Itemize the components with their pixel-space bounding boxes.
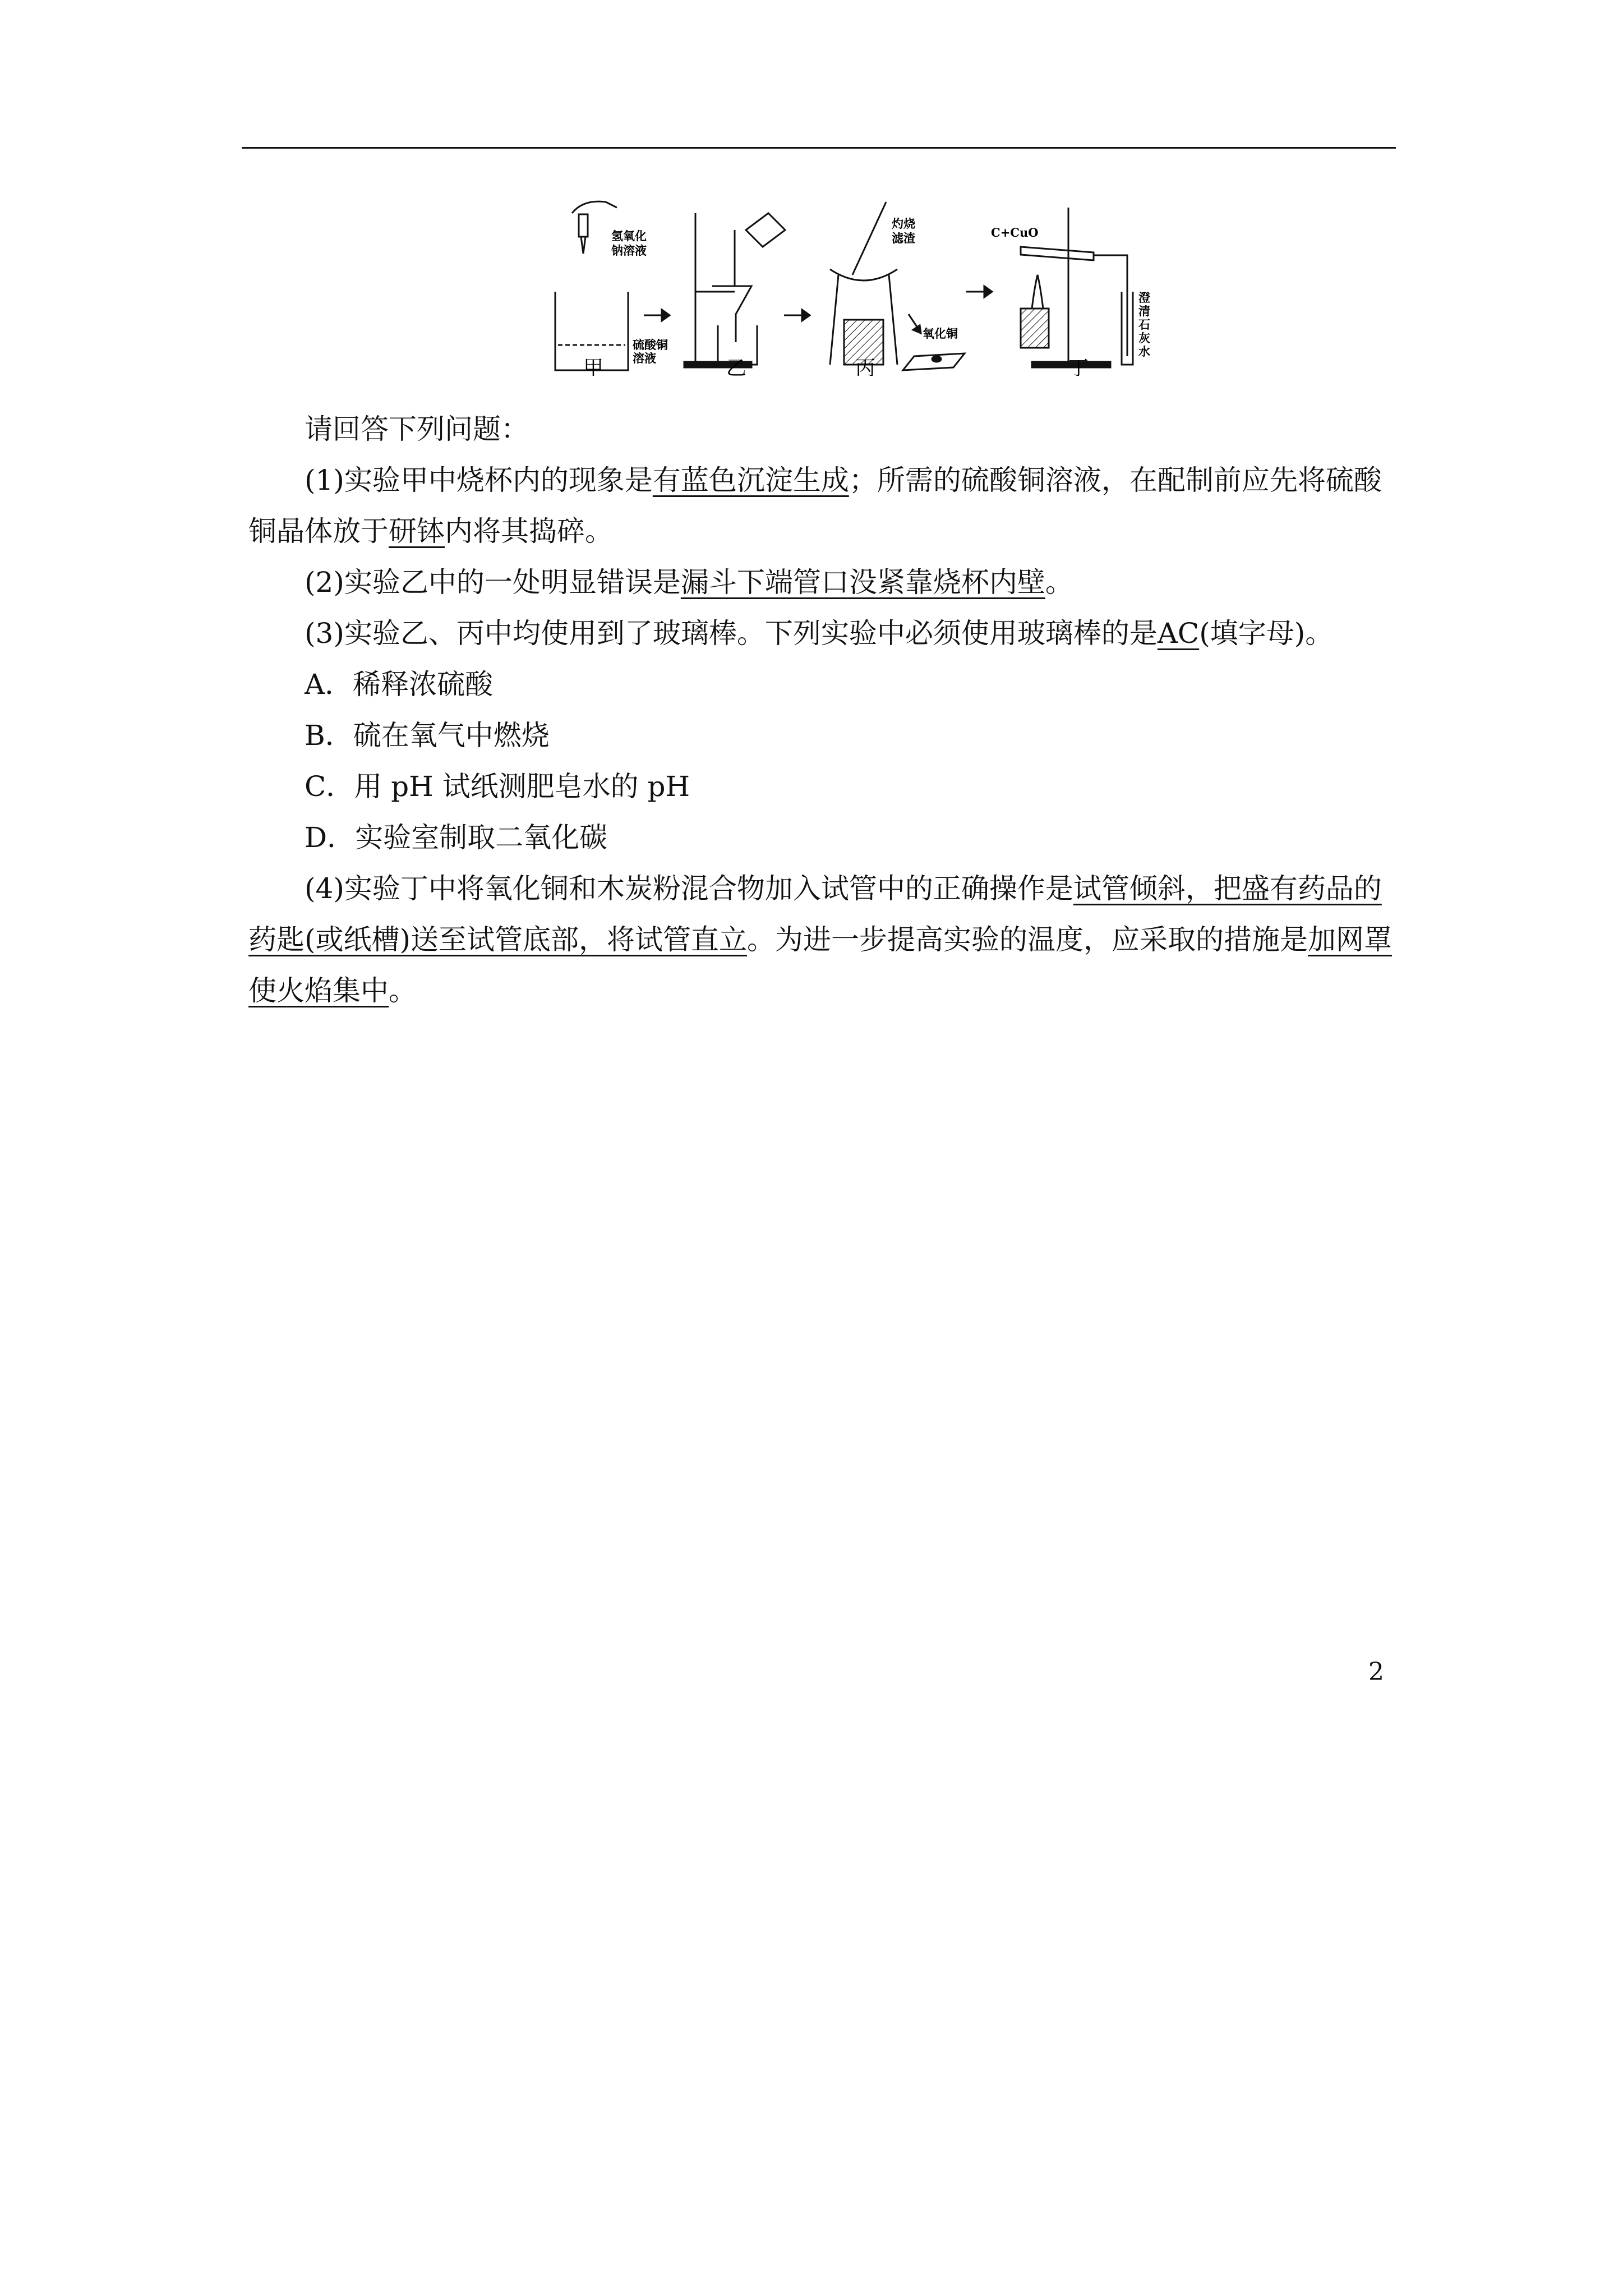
lime-water-label-1: 澄 bbox=[1138, 291, 1150, 305]
cuso4-label-2: 溶液 bbox=[633, 351, 656, 365]
q1-answer-2: 研钵 bbox=[389, 515, 445, 547]
q2-text-2: 。 bbox=[1045, 566, 1073, 599]
q3-text-2: (填字母)。 bbox=[1199, 617, 1334, 650]
pouring-beaker-icon bbox=[746, 213, 785, 247]
step-label-a: 甲 bbox=[583, 357, 604, 376]
header-rule bbox=[242, 147, 1396, 149]
evaporating-dish-icon bbox=[830, 269, 897, 280]
glass-rod-icon bbox=[852, 202, 886, 275]
question-1 bbox=[248, 455, 1396, 557]
q1-answer-1: 有蓝色沉淀生成 bbox=[652, 464, 849, 496]
q4-text-2: 。为进一步提高实验的温度，应采取的措施是 bbox=[747, 923, 1308, 956]
q2-text-1: (2)实验乙中的一处明显错误是 bbox=[305, 566, 681, 599]
q4-text-3: 。 bbox=[389, 974, 417, 1007]
q3-text-1: (3)实验乙、丙中均使用到了玻璃棒。下列实验中必须使用玻璃棒的是 bbox=[305, 617, 1158, 650]
question-4 bbox=[248, 863, 1396, 1016]
cuo-label: 氧化铜 bbox=[923, 326, 958, 341]
lime-water-label-4: 灰 bbox=[1138, 331, 1150, 345]
question-3 bbox=[248, 608, 1396, 659]
dropper-tip-icon bbox=[581, 237, 585, 254]
alcohol-lamp-icon bbox=[1021, 309, 1049, 348]
tripod-icon bbox=[830, 275, 838, 365]
option-a: A．稀释浓硫酸 bbox=[305, 668, 494, 701]
experiment-figure bbox=[550, 191, 1166, 376]
step-label-c: 丙 bbox=[855, 357, 876, 376]
step-label-b: 乙 bbox=[726, 357, 747, 376]
q1-text-2: ；所需的硫酸铜溶液，在配制前应先将硫酸铜晶体放于 bbox=[248, 464, 1382, 547]
lime-water-label-5: 水 bbox=[1138, 344, 1150, 358]
cuso4-label-1: 硫酸铜 bbox=[633, 338, 668, 352]
option-b: B．硫在氧气中燃烧 bbox=[305, 719, 550, 752]
question-2 bbox=[248, 557, 1396, 608]
experiment-diagram bbox=[550, 191, 1166, 376]
q1-text-1: (1)实验甲中烧杯内的现象是 bbox=[305, 464, 653, 496]
hand-icon bbox=[572, 201, 617, 213]
option-d: D．实验室制取二氧化碳 bbox=[305, 821, 608, 854]
q3-answer-1: AC bbox=[1157, 617, 1200, 650]
intro-text: 请回答下列问题： bbox=[305, 413, 529, 445]
lime-water-label-2: 清 bbox=[1138, 304, 1150, 318]
q4-answer-1: 试管倾斜，把盛有药品的药匙(或纸槽)送至试管底部，将试管直立 bbox=[248, 872, 1382, 956]
option-c: C．用 pH 试纸测肥皂水的 pH bbox=[305, 770, 690, 803]
dropper-icon bbox=[579, 214, 588, 237]
question-body bbox=[248, 404, 1396, 1016]
page-number: 2 bbox=[1368, 1658, 1384, 1686]
test-tube-icon bbox=[1021, 247, 1094, 260]
c-cuo-label: C+CuO bbox=[991, 226, 1039, 240]
flame-icon bbox=[1032, 275, 1043, 309]
naoh-label-2: 钠溶液 bbox=[611, 243, 647, 257]
step-label-d: 丁 bbox=[1068, 357, 1089, 376]
q4-text-1: (4)实验丁中将氧化铜和木炭粉混合物加入试管中的正确操作是 bbox=[305, 872, 1073, 905]
q4-answer-2: 加网罩使火焰集中 bbox=[248, 923, 1393, 1007]
burn-label-1: 灼烧 bbox=[892, 217, 915, 231]
burn-label-2: 滤渣 bbox=[892, 231, 915, 245]
q2-answer-1: 漏斗下端管口没紧靠烧杯内壁 bbox=[680, 566, 1045, 599]
naoh-label-1: 氢氧化 bbox=[611, 229, 647, 243]
lime-water-label-3: 石 bbox=[1138, 318, 1150, 332]
q1-text-3: 内将其捣碎。 bbox=[445, 515, 613, 547]
